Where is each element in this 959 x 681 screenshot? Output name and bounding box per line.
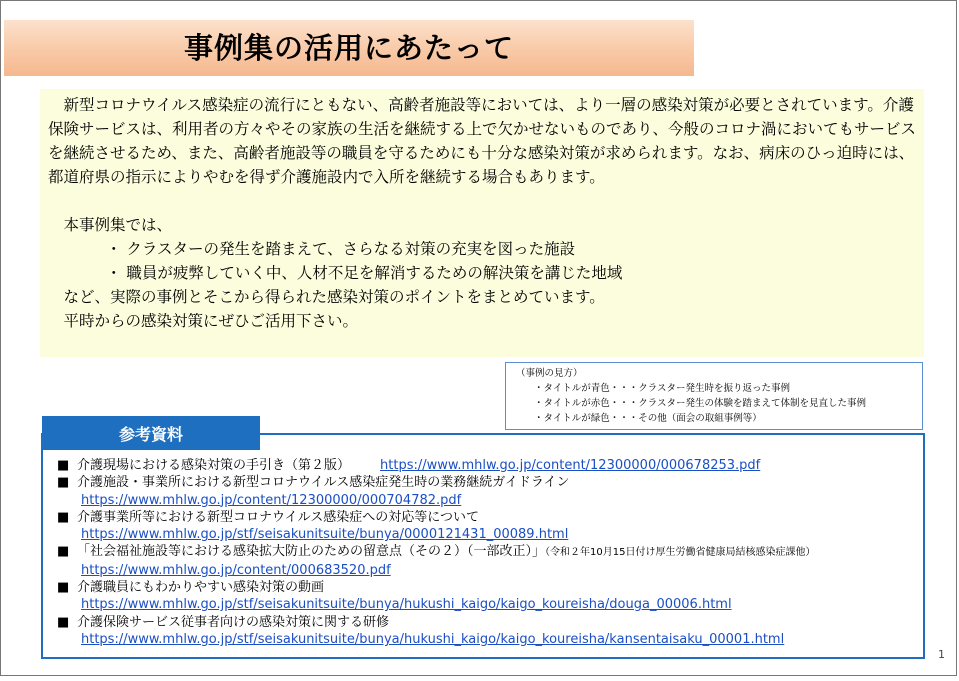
- reference-link-row: [57, 562, 923, 579]
- legend-row-red: ・タイトルが赤色・・・クラスター発生の体験を踏まえて体制を見直した事例: [534, 398, 867, 409]
- page-title: 事例集の活用にあたって: [183, 31, 514, 65]
- reference-link[interactable]: https://www.mhlw.go.jp/stf/seisakunitsuite/bunya/0000121431_00089.html: [81, 527, 569, 543]
- title-band: [4, 20, 694, 76]
- intro-closing-2: 平時からの感染対策にぜひご活用下さい。: [63, 312, 359, 330]
- square-bullet-icon: ■: [57, 580, 70, 596]
- reference-item: [57, 614, 923, 631]
- square-bullet-icon: ■: [57, 544, 70, 560]
- reference-item: [57, 579, 923, 596]
- reference-link-row: [57, 492, 923, 509]
- square-bullet-icon: ■: [57, 475, 70, 491]
- reference-title: 介護保険サービス従事者向けの感染対策に関する研修: [77, 614, 390, 630]
- references-box: [41, 433, 925, 659]
- intro-lead: 本事例集では、: [63, 216, 173, 234]
- legend-row-blue: ・タイトルが青色・・・クラスター発生時を振り返った事例: [534, 383, 791, 394]
- reference-item: [57, 509, 923, 526]
- reference-link-row: [57, 526, 923, 543]
- reference-link[interactable]: https://www.mhlw.go.jp/content/000683520.pdf: [81, 562, 391, 578]
- reference-link[interactable]: https://www.mhlw.go.jp/stf/seisakunitsuite/bunya/hukushi_kaigo/kaigo_koureisha/kansentaisaku_00001.html: [81, 631, 785, 647]
- reference-title: 介護職員にもわかりやすい感染対策の動画: [77, 580, 325, 596]
- intro-paragraph: 新型コロナウイルス感染症の流行にともない、高齢者施設等においては、より一層の感染対策が必要とされています。介護保険サービスは、利用者の方々やその家族の生活を継続する上で欠かせないものであり、今般のコロナ渦においてもサービスを継続させるため、また、高齢者施設等の職員を守るためにも十分な感染対策が求められます。なお、病床のひっ迫時には、都道府県の指示によりやむを得ず介護施設内で入所を継続する場合もあります。: [48, 96, 917, 186]
- square-bullet-icon: ■: [57, 509, 70, 525]
- legend-heading: （事例の見方）: [516, 368, 583, 379]
- reference-title: 介護施設・事業所における新型コロナウイルス感染症発生時の業務継続ガイドライン: [77, 475, 570, 491]
- reference-link-row: [57, 631, 923, 648]
- references-heading: 参考資料: [42, 416, 260, 450]
- reference-item: [57, 474, 923, 491]
- intro-bullet-1: ・ クラスターの発生を踏まえて、さらなる対策の充実を図った施設: [106, 240, 576, 258]
- intro-bullet-2: ・ 職員が疲弊していく中、人材不足を解消するための解決策を講じた地域: [106, 264, 623, 282]
- reference-title: 介護事業所等における新型コロナウイルス感染症への対応等について: [77, 509, 479, 525]
- legend-box: [505, 362, 923, 430]
- intro-closing-1: など、実際の事例とそこから得られた感染対策のポイントをまとめています。: [63, 288, 605, 306]
- reference-link[interactable]: https://www.mhlw.go.jp/content/12300000/000678253.pdf: [380, 458, 761, 473]
- reference-title: 介護現場における感染対策の手引き（第２版）: [77, 458, 351, 473]
- square-bullet-icon: ■: [57, 458, 70, 473]
- square-bullet-icon: ■: [57, 614, 70, 630]
- reference-title: 「社会福祉施設等における感染拡大防止のための留意点（その２）（一部改正）」: [77, 544, 546, 560]
- page-number: 1: [938, 648, 945, 661]
- reference-item: [57, 457, 923, 474]
- reference-link[interactable]: https://www.mhlw.go.jp/stf/seisakunitsuite/bunya/hukushi_kaigo/kaigo_koureisha/douga_00006.html: [81, 597, 732, 613]
- reference-link[interactable]: https://www.mhlw.go.jp/content/12300000/000704782.pdf: [81, 492, 462, 508]
- legend-row-green: ・タイトルが緑色・・・その他（面会の取組事例等）: [534, 413, 762, 424]
- reference-link-row: [57, 596, 923, 613]
- reference-note: （令和２年10月15日付け厚生労働省健康局結核感染症課他）: [545, 547, 816, 559]
- intro-panel: [40, 89, 924, 357]
- reference-item: [57, 543, 923, 561]
